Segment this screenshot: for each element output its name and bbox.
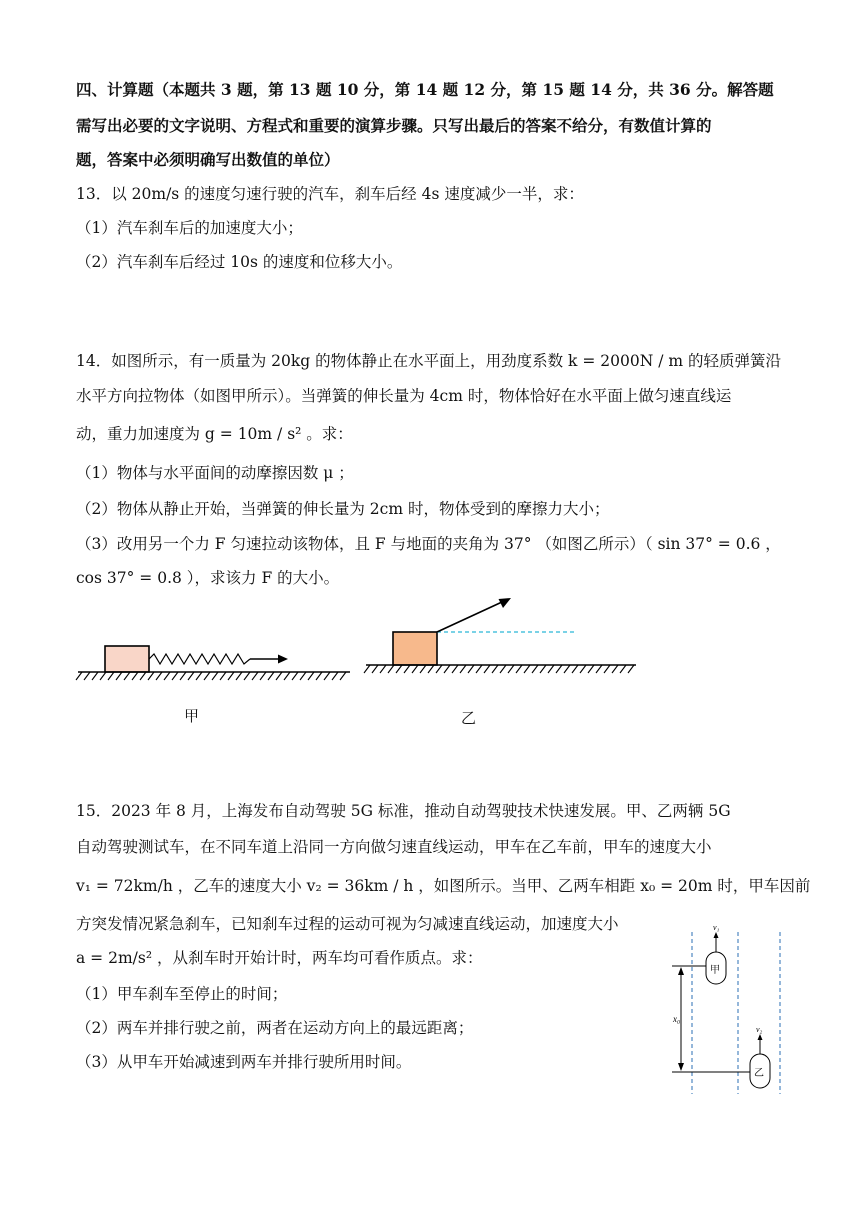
q15-part-2: （2）两车并排行驶之前，两者在运动方向上的最远距离； [76, 1019, 474, 1037]
car-a-label: 甲 [710, 965, 720, 976]
q15-line-1: 15．2023 年 8 月，上海发布自动驾驶 5G 标准，推动自动驾驶技术快速发展。甲、乙两辆 5G [76, 802, 731, 820]
q14-figure-angled-force [362, 590, 642, 690]
q14-part-3-line-2: cos 37° = 0.8 ），求该力 F 的大小。 [76, 569, 340, 587]
q15-line-3: v₁ = 72km/h ，乙车的速度大小 v₂ = 36km / h ，如图所示。当甲、乙两车相距 x₀ = 20m 时，甲车因前 [76, 877, 811, 895]
q14-part-2: （2）物体从静止开始，当弹簧的伸长量为 2cm 时，物体受到的摩擦力大小； [76, 500, 610, 518]
q14-figure-spring [74, 640, 354, 690]
q13-stem: 13．以 20m/s 的速度匀速行驶的汽车，刹车后经 4s 速度减少一半，求： [76, 185, 584, 203]
force-arrow-shaft [437, 602, 502, 632]
q15-line-5: a = 2m/s² ，从刹车时开始计时，两车均可看作质点。求： [76, 949, 483, 967]
q15-line-2: 自动驾驶测试车，在不同车道上沿同一方向做匀速直线运动，甲车在乙车前，甲车的速度大小 [76, 838, 712, 856]
section-heading-line-1: 四、计算题（本题共 3 题，第 13 题 10 分，第 14 题 12 分，第 15 题 14 分，共 36 分。解答题 [76, 80, 774, 99]
q15-lane-figure [668, 918, 788, 1098]
q15-line-4: 方突发情况紧急刹车，已知刹车过程的运动可视为匀减速直线运动，加速度大小 [76, 915, 619, 933]
q14-line-3: 动，重力加速度为 g = 10m / s² 。求： [76, 425, 353, 443]
v2-arrow-head [758, 1034, 763, 1040]
ground-hatch-left [76, 672, 346, 680]
spring-pull-arrow-head [278, 655, 288, 664]
q14-part-3-line-1: （3）改用另一个力 F 匀速拉动该物体，且 F 与地面的夹角为 37° （如图乙所示）（ sin 37° = 0.6 ， [76, 535, 781, 553]
figure-label-yi: 乙 [461, 709, 477, 727]
q13-part-2: （2）汽车刹车后经过 10s 的速度和位移大小。 [76, 253, 403, 271]
car-b-label: 乙 [754, 1068, 764, 1079]
spring-coil [149, 654, 250, 664]
section-heading-line-3: 题，答案中必须明确写出数值的单位） [76, 150, 340, 169]
q14-line-2: 水平方向拉物体（如图甲所示）。当弹簧的伸长量为 4cm 时，物体恰好在水平面上做匀速直线运 [76, 387, 732, 405]
x0-label: x₀ [673, 1014, 681, 1024]
q15-part-3: （3）从甲车开始减速到两车并排行驶所用时间。 [76, 1053, 412, 1071]
q14-line-1: 14．如图所示，有一质量为 20kg 的物体静止在水平面上，用劲度系数 k = 2000N / m 的轻质弹簧沿 [76, 352, 781, 370]
v2-label: v₂ [756, 1025, 763, 1034]
v1-arrow-head [714, 932, 719, 938]
figure-label-jia: 甲 [184, 707, 200, 725]
v1-label: v₁ [713, 923, 720, 932]
section-heading-line-2: 需写出必要的文字说明、方程式和重要的演算步骤。只写出最后的答案不给分，有数值计算的 [76, 116, 712, 135]
x0-arrow-top [678, 967, 684, 975]
q13-part-1: （1）汽车刹车后的加速度大小； [76, 219, 303, 237]
angled-block [393, 632, 437, 665]
spring-block [105, 646, 149, 672]
ground-hatch-right [364, 665, 634, 673]
q15-part-1: （1）甲车刹车至停止的时间； [76, 985, 288, 1003]
q14-part-1: （1）物体与水平面间的动摩擦因数 μ ； [76, 464, 354, 482]
x0-arrow-bottom [678, 1063, 684, 1071]
